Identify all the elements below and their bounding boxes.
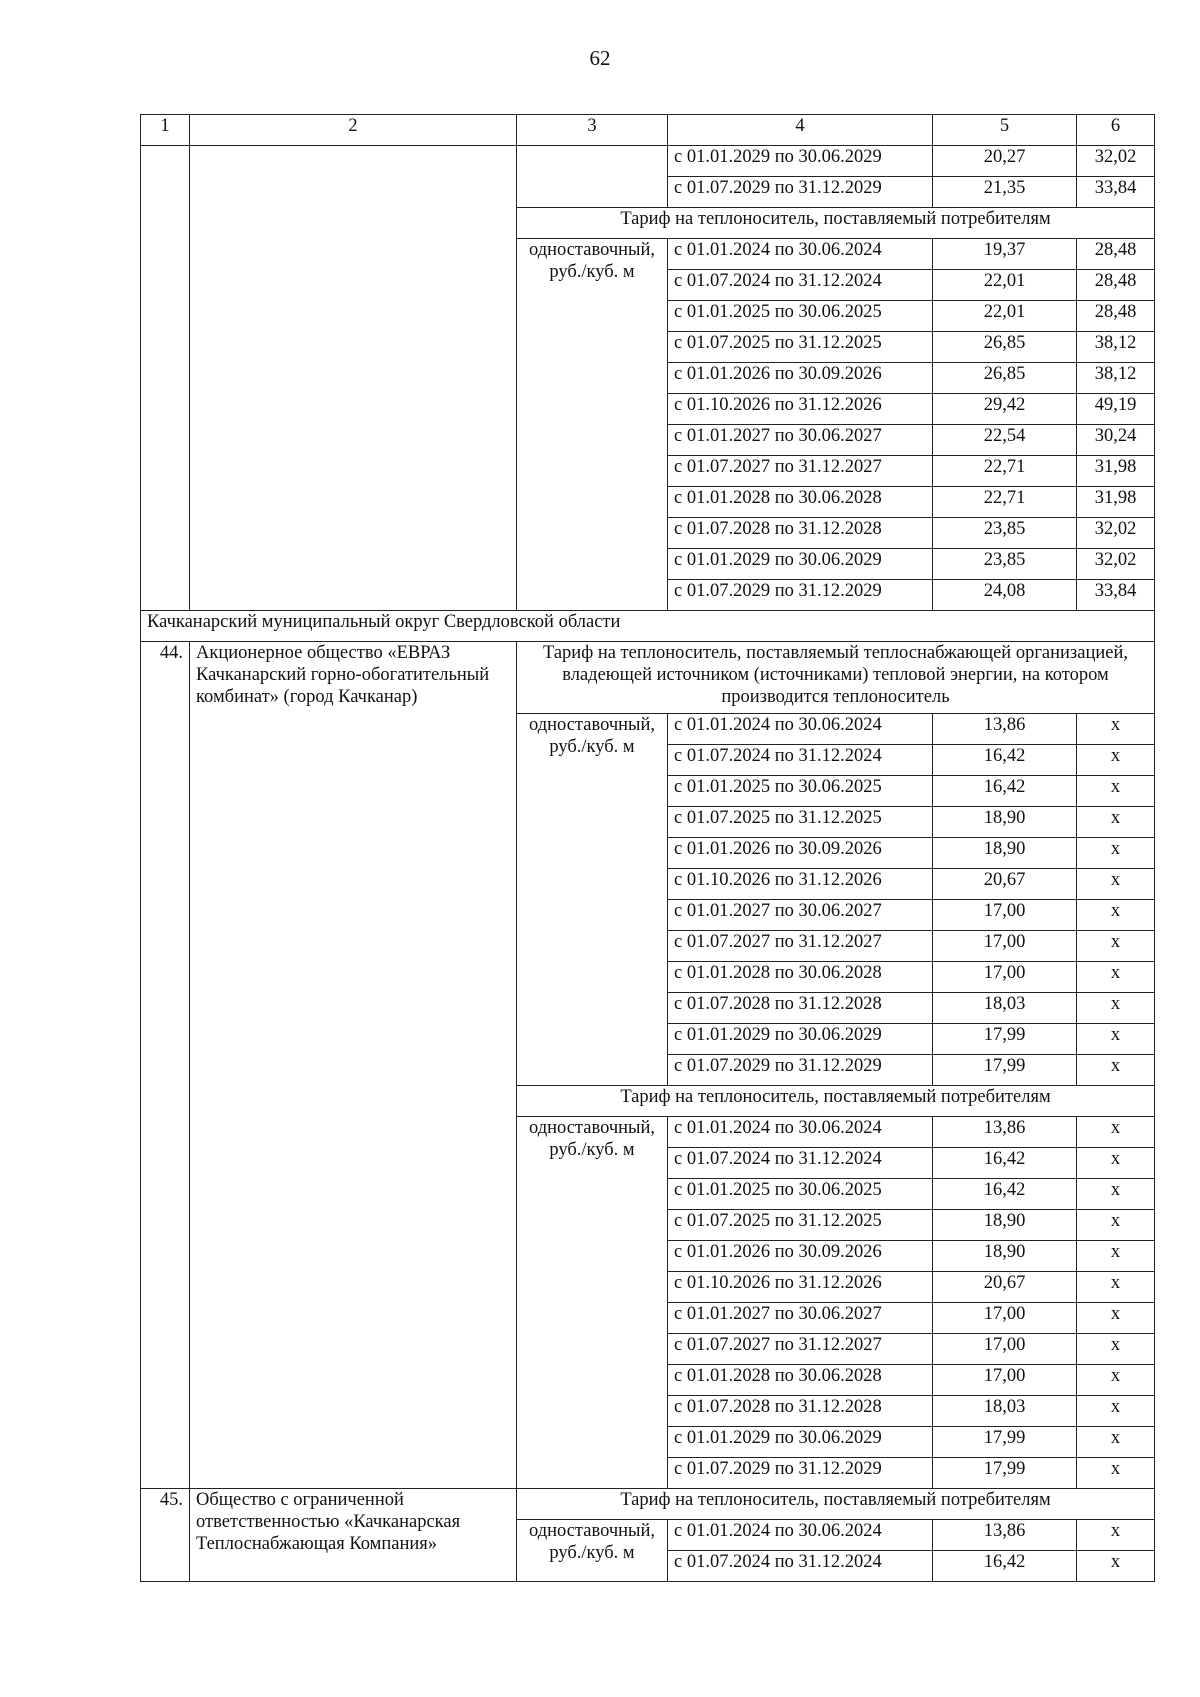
tariff-block-title: Тариф на теплоноситель, поставляемый потребителям	[517, 208, 1155, 239]
period-cell: с 01.07.2029 по 31.12.2029	[668, 1458, 933, 1489]
value-cell-col6: х	[1077, 900, 1155, 931]
org-name-cell	[190, 146, 517, 611]
value-cell-col5: 18,90	[933, 838, 1077, 869]
value-cell-col6: х	[1077, 1148, 1155, 1179]
period-cell: с 01.01.2024 по 30.06.2024	[668, 239, 933, 270]
value-cell-col5: 18,03	[933, 993, 1077, 1024]
value-cell-col5: 20,67	[933, 869, 1077, 900]
period-cell: с 01.07.2025 по 31.12.2025	[668, 807, 933, 838]
tariff-table	[140, 114, 1155, 1582]
period-cell: с 01.01.2029 по 30.06.2029	[668, 1024, 933, 1055]
period-cell: с 01.01.2027 по 30.06.2027	[668, 1303, 933, 1334]
value-cell-col6: 30,24	[1077, 425, 1155, 456]
value-cell-col5: 18,03	[933, 1396, 1077, 1427]
column-header: 1	[141, 115, 190, 146]
value-cell-col5: 16,42	[933, 745, 1077, 776]
value-cell-col6: х	[1077, 1241, 1155, 1272]
column-header: 3	[517, 115, 668, 146]
value-cell-col5: 17,00	[933, 1365, 1077, 1396]
period-cell: с 01.01.2029 по 30.06.2029	[668, 146, 933, 177]
value-cell-col5: 18,90	[933, 1241, 1077, 1272]
value-cell-col5: 26,85	[933, 363, 1077, 394]
value-cell-col5: 16,42	[933, 776, 1077, 807]
period-cell: с 01.07.2024 по 31.12.2024	[668, 270, 933, 301]
value-cell-col5: 21,35	[933, 177, 1077, 208]
value-cell-col5: 23,85	[933, 518, 1077, 549]
rate-type-cell: одноставочный, руб./куб. м	[517, 239, 668, 611]
period-cell: с 01.01.2029 по 30.06.2029	[668, 1427, 933, 1458]
value-cell-col5: 22,01	[933, 270, 1077, 301]
tariff-table-body	[141, 115, 1155, 1582]
value-cell-col6: 28,48	[1077, 270, 1155, 301]
period-cell: с 01.01.2028 по 30.06.2028	[668, 1365, 933, 1396]
value-cell-col6: х	[1077, 1365, 1155, 1396]
period-cell: с 01.10.2026 по 31.12.2026	[668, 1272, 933, 1303]
tariff-block-title: Тариф на теплоноситель, поставляемый потребителям	[517, 1086, 1155, 1117]
value-cell-col5: 17,99	[933, 1427, 1077, 1458]
value-cell-col5: 16,42	[933, 1148, 1077, 1179]
value-cell-col5: 20,27	[933, 146, 1077, 177]
value-cell-col5: 20,67	[933, 1272, 1077, 1303]
period-cell: с 01.07.2027 по 31.12.2027	[668, 456, 933, 487]
value-cell-col5: 17,00	[933, 1303, 1077, 1334]
value-cell-col5: 17,00	[933, 962, 1077, 993]
period-cell: с 01.01.2029 по 30.06.2029	[668, 549, 933, 580]
value-cell-col6: х	[1077, 1458, 1155, 1489]
value-cell-col5: 17,99	[933, 1024, 1077, 1055]
value-cell-col6: 32,02	[1077, 146, 1155, 177]
period-cell: с 01.07.2027 по 31.12.2027	[668, 1334, 933, 1365]
value-cell-col5: 17,00	[933, 931, 1077, 962]
value-cell-col6: х	[1077, 1055, 1155, 1086]
table-row	[141, 146, 1155, 177]
org-name-cell: Общество с ограниченной ответственностью «Качканарская Теплоснабжающая Компания»	[190, 1489, 517, 1582]
value-cell-col5: 18,90	[933, 807, 1077, 838]
period-cell: с 01.01.2027 по 30.06.2027	[668, 900, 933, 931]
value-cell-col6: х	[1077, 838, 1155, 869]
value-cell-col6: х	[1077, 1117, 1155, 1148]
column-header: 2	[190, 115, 517, 146]
period-cell: с 01.07.2024 по 31.12.2024	[668, 1551, 933, 1582]
period-cell: с 01.01.2025 по 30.06.2025	[668, 1179, 933, 1210]
tariff-block-header-row	[141, 1489, 1155, 1520]
value-cell-col6: х	[1077, 714, 1155, 745]
period-cell: с 01.07.2029 по 31.12.2029	[668, 177, 933, 208]
period-cell: с 01.07.2028 по 31.12.2028	[668, 993, 933, 1024]
value-cell-col5: 16,42	[933, 1551, 1077, 1582]
value-cell-col6: х	[1077, 1520, 1155, 1551]
value-cell-col5: 24,08	[933, 580, 1077, 611]
org-number-cell: 45.	[141, 1489, 190, 1582]
period-cell: с 01.07.2025 по 31.12.2025	[668, 332, 933, 363]
column-header: 4	[668, 115, 933, 146]
org-name-cell: Акционерное общество «ЕВРАЗ Качканарский горно-обогатительный комбинат» (город Качканар)	[190, 642, 517, 1489]
value-cell-col5: 26,85	[933, 332, 1077, 363]
column-header: 6	[1077, 115, 1155, 146]
region-row	[141, 611, 1155, 642]
value-cell-col5: 17,00	[933, 900, 1077, 931]
value-cell-col5: 13,86	[933, 714, 1077, 745]
value-cell-col5: 22,71	[933, 487, 1077, 518]
value-cell-col6: х	[1077, 1427, 1155, 1458]
value-cell-col6: х	[1077, 993, 1155, 1024]
value-cell-col6: х	[1077, 1303, 1155, 1334]
period-cell: с 01.10.2026 по 31.12.2026	[668, 394, 933, 425]
value-cell-col6: 28,48	[1077, 301, 1155, 332]
value-cell-col5: 13,86	[933, 1117, 1077, 1148]
period-cell: с 01.07.2029 по 31.12.2029	[668, 580, 933, 611]
value-cell-col6: х	[1077, 869, 1155, 900]
period-cell: с 01.01.2025 по 30.06.2025	[668, 776, 933, 807]
period-cell: с 01.10.2026 по 31.12.2026	[668, 869, 933, 900]
value-cell-col5: 23,85	[933, 549, 1077, 580]
period-cell: с 01.07.2028 по 31.12.2028	[668, 1396, 933, 1427]
period-cell: с 01.01.2027 по 30.06.2027	[668, 425, 933, 456]
value-cell-col6: х	[1077, 1024, 1155, 1055]
value-cell-col6: х	[1077, 1272, 1155, 1303]
period-cell: с 01.01.2025 по 30.06.2025	[668, 301, 933, 332]
value-cell-col6: 28,48	[1077, 239, 1155, 270]
value-cell-col6: 32,02	[1077, 518, 1155, 549]
period-cell: с 01.01.2024 по 30.06.2024	[668, 1117, 933, 1148]
value-cell-col5: 16,42	[933, 1179, 1077, 1210]
value-cell-col6: х	[1077, 1396, 1155, 1427]
value-cell-col6: 38,12	[1077, 332, 1155, 363]
value-cell-col5: 17,00	[933, 1334, 1077, 1365]
page-number: 62	[589, 46, 611, 70]
org-number-cell	[141, 146, 190, 611]
period-cell: с 01.07.2029 по 31.12.2029	[668, 1055, 933, 1086]
rate-type-cell: одноставочный, руб./куб. м	[517, 1117, 668, 1489]
column-header-row	[141, 115, 1155, 146]
value-cell-col6: 31,98	[1077, 487, 1155, 518]
value-cell-col5: 13,86	[933, 1520, 1077, 1551]
org-number-cell: 44.	[141, 642, 190, 1489]
value-cell-col5: 22,01	[933, 301, 1077, 332]
rate-type-cell: одноставочный, руб./куб. м	[517, 1520, 668, 1582]
value-cell-col6: 32,02	[1077, 549, 1155, 580]
period-cell: с 01.01.2026 по 30.09.2026	[668, 838, 933, 869]
value-cell-col6: х	[1077, 1334, 1155, 1365]
value-cell-col6: 33,84	[1077, 177, 1155, 208]
tariff-block-header-row	[141, 642, 1155, 714]
value-cell-col6: 31,98	[1077, 456, 1155, 487]
value-cell-col6: 33,84	[1077, 580, 1155, 611]
period-cell: с 01.01.2024 по 30.06.2024	[668, 1520, 933, 1551]
value-cell-col5: 18,90	[933, 1210, 1077, 1241]
value-cell-col6: 49,19	[1077, 394, 1155, 425]
value-cell-col5: 22,54	[933, 425, 1077, 456]
value-cell-col6: х	[1077, 931, 1155, 962]
value-cell-col5: 17,99	[933, 1458, 1077, 1489]
value-cell-col6: х	[1077, 745, 1155, 776]
period-cell: с 01.01.2028 по 30.06.2028	[668, 962, 933, 993]
value-cell-col6: х	[1077, 807, 1155, 838]
value-cell-col5: 29,42	[933, 394, 1077, 425]
period-cell: с 01.07.2024 по 31.12.2024	[668, 745, 933, 776]
value-cell-col6: х	[1077, 1210, 1155, 1241]
period-cell: с 01.01.2026 по 30.09.2026	[668, 363, 933, 394]
period-cell: с 01.07.2024 по 31.12.2024	[668, 1148, 933, 1179]
value-cell-col6: х	[1077, 1551, 1155, 1582]
value-cell-col6: х	[1077, 1179, 1155, 1210]
tariff-block-title: Тариф на теплоноситель, поставляемый теплоснабжающей организацией, владеющей источником (источниками) тепловой энергии, на котором производится теплоноситель	[517, 642, 1155, 714]
value-cell-col6: х	[1077, 776, 1155, 807]
period-cell: с 01.01.2028 по 30.06.2028	[668, 487, 933, 518]
period-cell: с 01.07.2028 по 31.12.2028	[668, 518, 933, 549]
region-title: Качканарский муниципальный округ Свердловской области	[141, 611, 1155, 642]
period-cell: с 01.01.2024 по 30.06.2024	[668, 714, 933, 745]
rate-type-cell	[517, 146, 668, 208]
value-cell-col6: х	[1077, 962, 1155, 993]
value-cell-col5: 19,37	[933, 239, 1077, 270]
rate-type-cell: одноставочный, руб./куб. м	[517, 714, 668, 1086]
column-header: 5	[933, 115, 1077, 146]
period-cell: с 01.07.2025 по 31.12.2025	[668, 1210, 933, 1241]
value-cell-col5: 22,71	[933, 456, 1077, 487]
value-cell-col6: 38,12	[1077, 363, 1155, 394]
value-cell-col5: 17,99	[933, 1055, 1077, 1086]
tariff-block-title: Тариф на теплоноситель, поставляемый потребителям	[517, 1489, 1155, 1520]
period-cell: с 01.07.2027 по 31.12.2027	[668, 931, 933, 962]
period-cell: с 01.01.2026 по 30.09.2026	[668, 1241, 933, 1272]
